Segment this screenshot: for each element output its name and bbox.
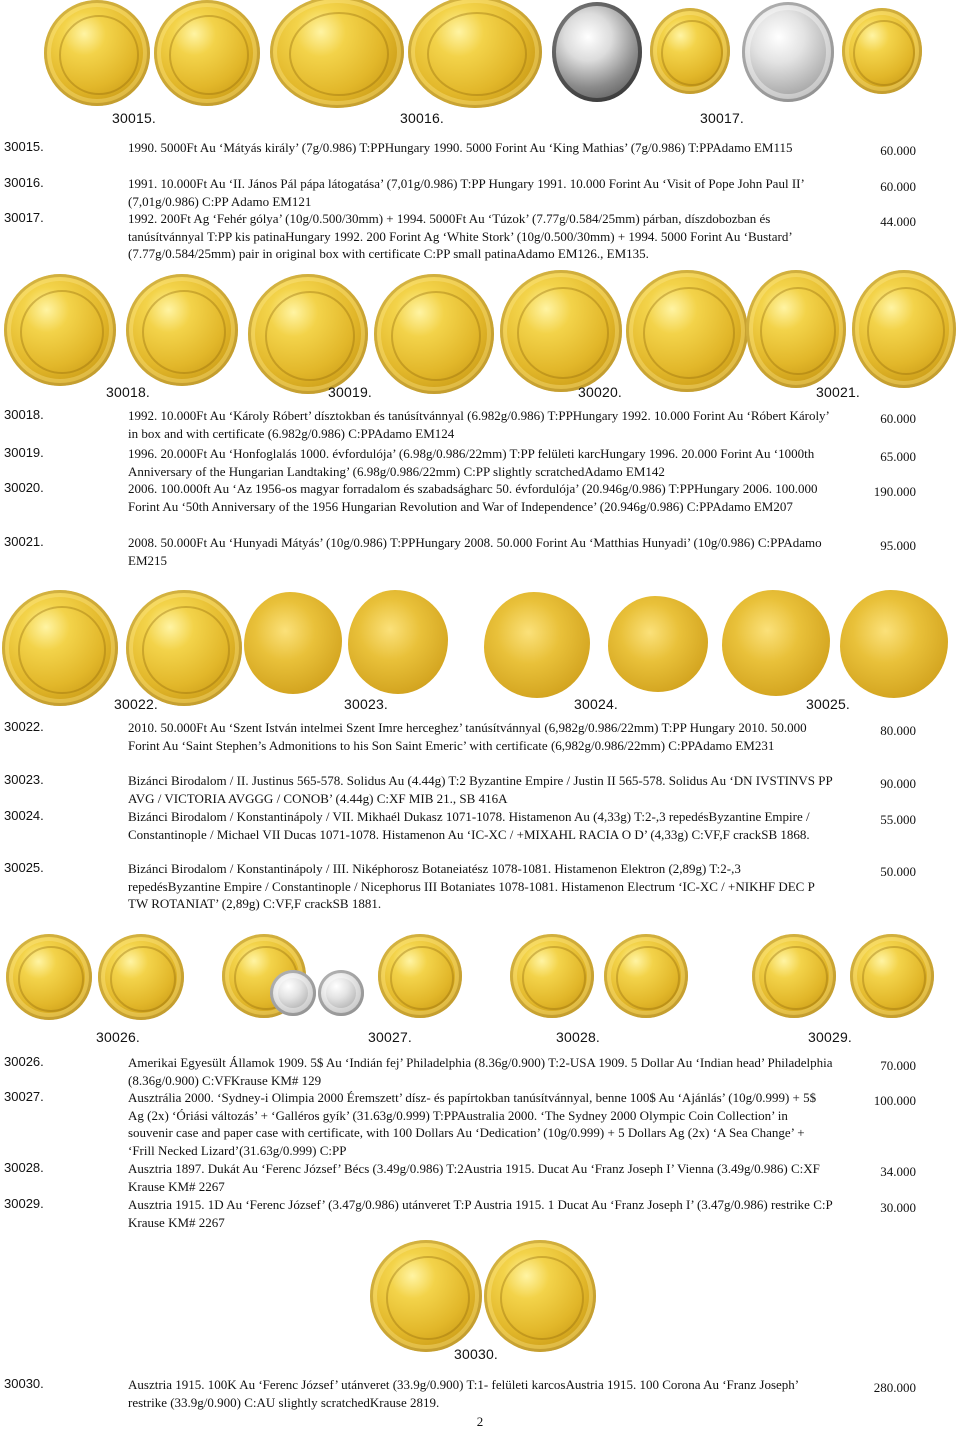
- coin-image-30029-obverse: [752, 934, 836, 1018]
- lot-number: 30021.: [4, 534, 44, 549]
- photo-caption: 30020.: [578, 384, 623, 400]
- lot-price: 90.000: [880, 776, 916, 791]
- photo-caption: 30025.: [806, 696, 851, 712]
- lot-description: 1992. 10.000Ft Au ‘Károly Róbert’ dísztokban és tanúsítvánnyal (6.982g/0.986) T:PPHungary 1992. 10.000 Forint Au ‘Róbert Károly’ in box and with certificate (6.982g/0.986) C:PPAdamo EM124: [128, 408, 829, 441]
- lot-number: 30017.: [4, 210, 44, 225]
- coin-image-30020-obverse: [500, 270, 622, 392]
- coin-image-30019-obverse: [248, 274, 368, 394]
- lot-description: 1991. 10.000Ft Au ‘II. János Pál pápa látogatása’ (7,01g/0.986) T:PP Hungary 1991. 10.000 Forint Au ‘Visit of Pope John Paul II’ (7,01g/0.986) C:PP Adamo EM121: [128, 176, 804, 209]
- lot-number: 30015.: [4, 139, 44, 154]
- coin-image-30026-obverse: [6, 934, 92, 1020]
- coin-image-30019-reverse: [374, 274, 494, 394]
- coin-image-30022-obverse: [2, 590, 118, 706]
- lot-number: 30016.: [4, 175, 44, 190]
- photo-caption: 30030.: [454, 1346, 499, 1362]
- photo-caption: 30021.: [816, 384, 861, 400]
- coin-image-30028-obverse: [510, 934, 594, 1018]
- lot-number: 30030.: [4, 1376, 44, 1391]
- lot-price: 50.000: [880, 864, 916, 879]
- lot-price: 65.000: [880, 449, 916, 464]
- photo-caption: 30028.: [556, 1029, 601, 1045]
- coin-image-30026-reverse: [98, 934, 184, 1020]
- lot-price: 55.000: [880, 812, 916, 827]
- lot-description: 2008. 50.000Ft Au ‘Hunyadi Mátyás’ (10g/0.986) T:PPHungary 2008. 50.000 Forint Au ‘Matthias Hunyadi’ (10g/0.986) C:PPAdamo EM215: [128, 535, 822, 568]
- lot-description: Amerikai Egyesült Államok 1909. 5$ Au ‘Indián fej’ Philadelphia (8.36g/0.900) T:2-USA 1909. 5 Dollar Au ‘Indian head’ Philadelphia (8.36g/0.900) C:VFKrause KM# 129: [128, 1055, 833, 1088]
- lot-price: 190.000: [873, 484, 916, 499]
- lot-description: Ausztrália 2000. ‘Sydney-i Olimpia 2000 Éremszett’ dísz- és papírtokban tanúsítvánnyal, benne 100$ Au ‘Ajánlás’ (10g/0.999) + 5$ Ag (2x) ‘Óriási változás’ + ‘Galléros gyík’ (31.63g/0.999) T:PPAustralia 2000. ‘The Sydney 2000 Olympic Coin Collection’ in souvenir case and paper case with certificate, with 100 Dollars Au ‘Dedication’ (10g/0.999) + 5 Dollars Ag (2x) ‘A Sea Change’ + ‘Frill Necked Lizard’(31.63g/0.999) C:PP: [128, 1090, 817, 1158]
- photo-caption: 30024.: [574, 696, 619, 712]
- lot-description: Ausztria 1915. 1D Au ‘Ferenc József’ (3.47g/0.986) utánveret T:P Austria 1915. 1 Ducat Au ‘Franz Joseph I’ (3.47g/0.986) restrike C:P Krause KM# 2267: [128, 1197, 833, 1230]
- lot-price: 60.000: [880, 143, 916, 158]
- coin-image-30023-obverse: [244, 592, 342, 694]
- coin-image-30017-gold-reverse: [842, 8, 922, 94]
- photo-caption: 30018.: [106, 384, 151, 400]
- photo-caption: 30015.: [112, 110, 157, 126]
- lot-price: 95.000: [880, 538, 916, 553]
- photo-caption: 30022.: [114, 696, 159, 712]
- coin-image-30024-reverse: [608, 596, 708, 692]
- lot-description: Bizánci Birodalom / Konstantinápoly / III. Niképhorosz Botaneiatész 1078-1081. Histamenon Elektron (2,89g) T:2-,3 repedésByzantine Empire / Constantinople / Nicephorus III Botaniates 1078-1081. Histamenon Electrum ‘IC-XC / +NIKHF DEC P TW ROTANIAT’ (2,89g) C:VF,F crackSB 1881.: [128, 861, 815, 911]
- coin-image-30015-obverse: [44, 0, 150, 106]
- lot-description: Ausztria 1915. 100K Au ‘Ferenc József’ utánveret (33.9g/0.900) T:1- felületi karcosAustria 1915. 100 Corona Au ‘Franz Joseph’ restrike (33.9g/0.900) C:AU slightly scratchedKrause 2819.: [128, 1377, 799, 1410]
- photo-caption: 30029.: [808, 1029, 853, 1045]
- lot-price: 44.000: [880, 214, 916, 229]
- lot-number: 30029.: [4, 1196, 44, 1211]
- lot-description: Ausztria 1897. Dukát Au ‘Ferenc József’ Bécs (3.49g/0.986) T:2Austria 1915. Ducat Au ‘Franz Joseph I’ Vienna (3.49g/0.986) C:XF Krause KM# 2267: [128, 1161, 820, 1194]
- lot-description: 1992. 200Ft Ag ‘Fehér gólya’ (10g/0.500/30mm) + 1994. 5000Ft Au ‘Túzok’ (7.77g/0.584/25mm) párban, díszdobozban és tanúsítvánnyal T:PP kis patinaHungary 1992. 200 Forint Ag ‘White Stork’ (10g/0.500/30mm) + 1994. 5000 Forint Au ‘Bustard’ (7.77g/0.584/25mm) pair in original box with certificate C:PP small patinaAdamo EM126., EM135.: [128, 211, 792, 261]
- lot-description: Bizánci Birodalom / II. Justinus 565-578. Solidus Au (4.44g) T:2 Byzantine Empire / Justin II 565-578. Solidus Au ‘DN IVSTINVS PP AVG / VICTORIA AVGGG / CONOB’ (4.44g) C:XF MIB 21., SB 416A: [128, 773, 833, 806]
- lot-price: 60.000: [880, 179, 916, 194]
- coin-image-30018-obverse: [4, 274, 116, 386]
- photo-caption: 30017.: [700, 110, 745, 126]
- lot-description: 2010. 50.000Ft Au ‘Szent István intelmei Szent Imre herceghez’ tanúsítvánnyal (6,982g/0.986/22mm) T:PP Hungary 2010. 50.000 Forint Au ‘Saint Stephen’s Admonitions to his Son Saint Emeric’ with certificate (6,982g/0.986/22mm) C:PPAdamo EM231: [128, 720, 807, 753]
- coin-image-30029-reverse: [850, 934, 934, 1018]
- coin-image-30017-silver: [552, 2, 642, 102]
- lot-description: 1996. 20.000Ft Au ‘Honfoglalás 1000. évfordulója’ (6.98g/0.986/22mm) T:PP felületi karcHungary 1996. 20.000 Forint Au ‘1000th Anniversary of the Hungarian Landtaking’ (6.98g/0.986/22mm) C:PP slightly scratchedAdamo EM142: [128, 446, 815, 479]
- coin-image-30027-gold-reverse: [378, 934, 462, 1018]
- lot-number: 30020.: [4, 480, 44, 495]
- photo-caption: 30026.: [96, 1029, 141, 1045]
- coin-image-30016-reverse: [408, 0, 542, 108]
- coin-image-30030-reverse: [484, 1240, 596, 1352]
- lot-number: 30025.: [4, 860, 44, 875]
- lot-description: 1990. 5000Ft Au ‘Mátyás király’ (7g/0.986) T:PPHungary 1990. 5000 Forint Au ‘King Mathias’ (7g/0.986) T:PPAdamo EM115: [128, 140, 793, 155]
- coin-image-30017-gold: [650, 8, 730, 94]
- lot-description: Bizánci Birodalom / Konstantinápoly / VII. Mikhaél Dukasz 1071-1078. Histamenon Au (4,33g) T:2-,3 repedésByzantine Empire / Constantinople / Michael VII Ducas 1071-1078. Histamenon Au ‘IC-XC / +MIXAHL RACIA O D’ (4,33g) C:VF,F crackSB 1868.: [128, 809, 810, 842]
- lot-number: 30026.: [4, 1054, 44, 1069]
- lot-number: 30023.: [4, 772, 44, 787]
- lot-number: 30018.: [4, 407, 44, 422]
- lot-number: 30024.: [4, 808, 44, 823]
- lot-number: 30019.: [4, 445, 44, 460]
- coin-image-30018-reverse: [126, 274, 238, 386]
- photo-caption: 30019.: [328, 384, 373, 400]
- page-number: 2: [476, 1414, 484, 1429]
- coin-image-30023-reverse: [348, 590, 448, 694]
- lot-price: 34.000: [880, 1164, 916, 1179]
- photo-caption: 30023.: [344, 696, 389, 712]
- coin-image-30027-silver-1: [270, 970, 316, 1016]
- photo-caption: 30016.: [400, 110, 445, 126]
- lot-number: 30027.: [4, 1089, 44, 1104]
- coin-image-30021-reverse: [852, 270, 956, 388]
- lot-price: 60.000: [880, 411, 916, 426]
- lot-price: 280.000: [873, 1380, 916, 1395]
- coin-image-30022-reverse: [126, 590, 242, 706]
- lot-number: 30022.: [4, 719, 44, 734]
- coin-image-30027-silver-2: [318, 970, 364, 1016]
- photo-caption: 30027.: [368, 1029, 413, 1045]
- coin-image-30028-reverse: [604, 934, 688, 1018]
- lot-price: 30.000: [880, 1200, 916, 1215]
- coin-image-30030-obverse: [370, 1240, 482, 1352]
- coin-image-30025-obverse: [722, 590, 830, 696]
- coin-image-30021-obverse: [746, 270, 846, 388]
- lot-description: 2006. 100.000ft Au ‘Az 1956-os magyar forradalom és szabadságharc 50. évfordulója’ (20.946g/0.986) T:PPHungary 2006. 100.000 Forint Au ‘50th Anniversary of the 1956 Hungarian Revolution and War of Independence’ (20.946g/0.986) C:PPAdamo EM207: [128, 481, 818, 514]
- lot-number: 30028.: [4, 1160, 44, 1175]
- coin-image-30016-silver-reverse: [742, 2, 834, 102]
- coin-image-30016-obverse: [270, 0, 404, 108]
- lot-price: 80.000: [880, 723, 916, 738]
- coin-image-30025-reverse: [840, 590, 948, 698]
- coin-image-30015-reverse: [154, 0, 260, 106]
- coin-image-30020-reverse: [626, 270, 748, 392]
- lot-price: 70.000: [880, 1058, 916, 1073]
- lot-price: 100.000: [873, 1093, 916, 1108]
- coin-image-30024-obverse: [484, 592, 590, 698]
